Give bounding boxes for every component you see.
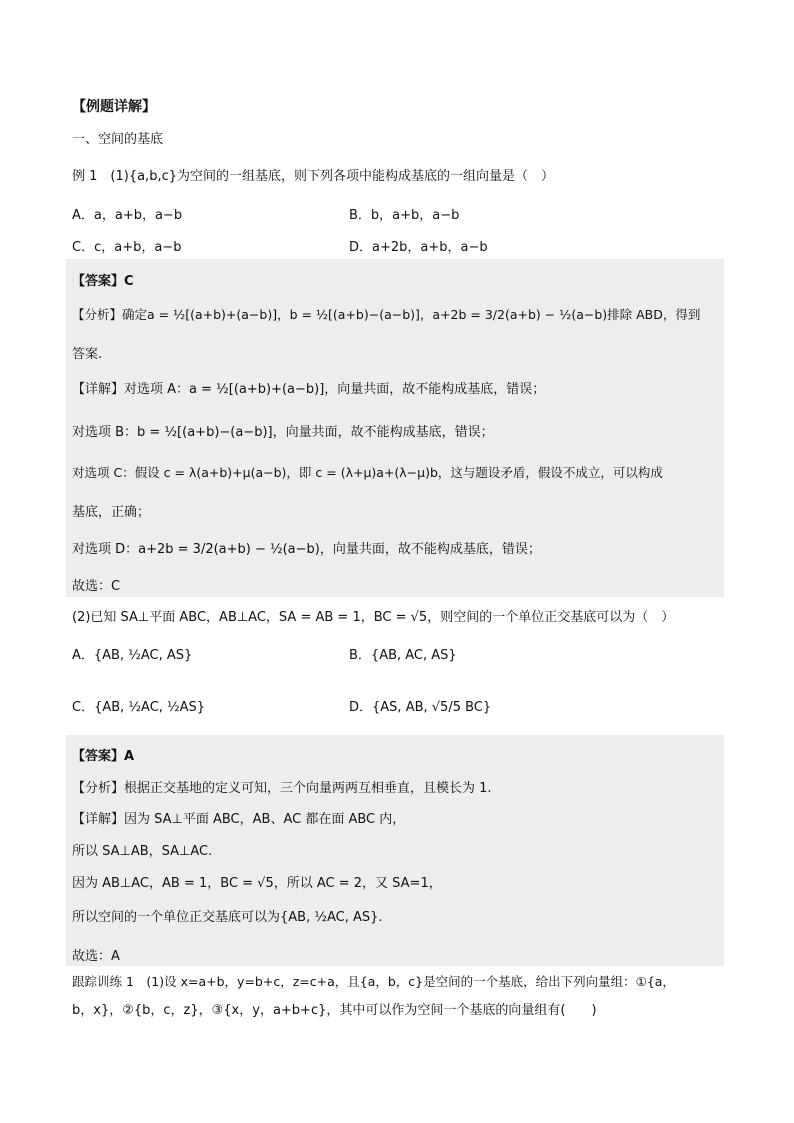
ex1-question-text: 例 1 (1){a,b,c}为空间的一组基底，则下列各项中能构成基底的一组向量是（ ） <box>72 169 554 184</box>
ex2-question: (2)已知 SA⊥平面 ABC，AB⊥AC，SA = AB = 1，BC = √5，则空间的一个单位正交基底可以为（ ） <box>72 610 675 625</box>
ex2-detail-4: 所以空间的一个单位正交基底可以为{AB, ½AC, AS}. <box>72 910 383 925</box>
ex1-detail-c-cont: 基底，正确； <box>72 505 151 520</box>
ex2-analysis: 【分析】根据正交基地的定义可知，三个向量两两互相垂直，且模长为 1. <box>72 781 492 796</box>
ex2-option-c: C．{AB, ½AC, ½AS} <box>72 700 206 715</box>
heading: 【例题详解】 <box>72 99 156 115</box>
ex1-option-b: B．b，a+b，a−b <box>349 208 460 223</box>
ex2-option-a: A．{AB, ½AC, AS} <box>72 648 193 663</box>
ex2-detail-1: 【详解】因为 SA⊥平面 ABC，AB、AC 都在面 ABC 内， <box>72 812 406 827</box>
ex1-analysis: 【分析】确定a = ½[(a+b)+(a−b)]，b = ½[(a+b)−(a−b)]，a+2b = 3/2(a+b) − ½(a−b)排除 ABD，得到 <box>72 307 701 322</box>
ex2-option-d: D．{AS, AB, √5/5 BC} <box>349 700 492 715</box>
ex2-option-b: B．{AB, AC, AS} <box>349 648 457 663</box>
ex1-option-a: A．a，a+b，a−b <box>72 208 183 223</box>
ex1-analysis-cont: 答案. <box>72 347 103 362</box>
ex1-choose: 故选：C <box>72 579 121 594</box>
ex2-detail-2: 所以 SA⊥AB，SA⊥AC. <box>72 844 213 859</box>
ex1-detail-c: 对选项 C：假设 c = λ(a+b)+μ(a−b)，即 c = (λ+μ)a+(λ−μ)b，这与题设矛盾，假设不成立，可以构成 <box>72 465 663 480</box>
ex2-choose: 故选：A <box>72 949 120 964</box>
ex2-detail-3: 因为 AB⊥AC，AB = 1，BC = √5，所以 AC = 2，又 SA=1， <box>72 876 442 891</box>
ex1-option-c: C．c，a+b，a−b <box>72 240 182 255</box>
follow-up-line-1: 跟踪训练 1 (1)设 x=a+b，y=b+c，z=c+a，且{a，b，c}是空间的一个基底，给出下列向量组：①{a， <box>72 974 675 989</box>
section-title: 一、空间的基底 <box>72 132 164 147</box>
ex1-detail-a: 【详解】对选项 A：a = ½[(a+b)+(a−b)]，向量共面，故不能构成基底，错误； <box>72 382 546 397</box>
ex1-option-d: D．a+2b，a+b，a−b <box>349 240 488 255</box>
ex1-question <box>72 165 554 184</box>
ex1-answer: 【答案】C <box>72 274 134 289</box>
follow-up-line-2: b，x}，②{b，c，z}，③{x，y，a+b+c}，其中可以作为空间一个基底的向量组有( ) <box>72 1003 597 1018</box>
ex2-answer: 【答案】A <box>72 749 135 764</box>
ex1-detail-d: 对选项 D：a+2b = 3/2(a+b) − ½(a−b)，向量共面，故不能构成基底，错误； <box>72 542 541 557</box>
ex1-detail-b: 对选项 B：b = ½[(a+b)−(a−b)]，向量共面，故不能构成基底，错误； <box>72 425 494 440</box>
